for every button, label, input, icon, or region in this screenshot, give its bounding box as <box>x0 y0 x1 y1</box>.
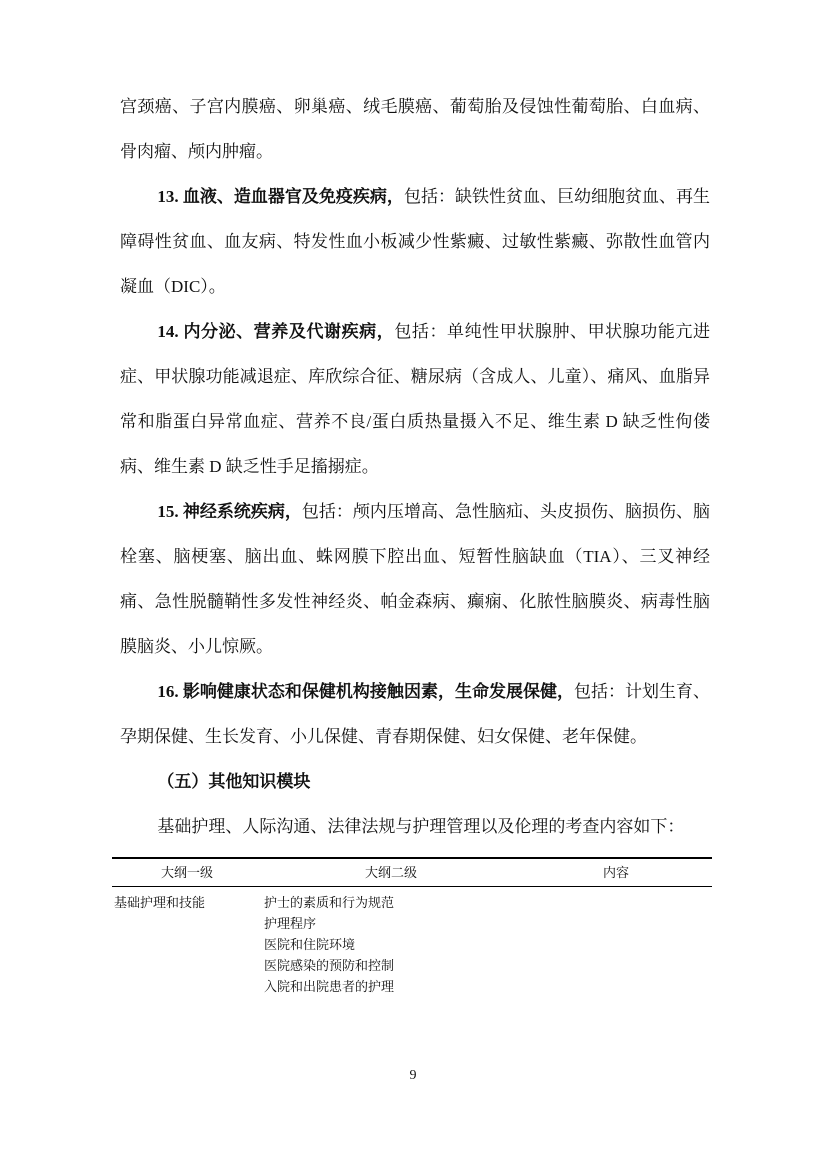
table-header-row <box>112 858 712 887</box>
paragraph-item-16 <box>120 669 710 759</box>
paragraph-text: 包括：单纯性甲状腺肿、甲状腺功能亢进症、甲状腺功能减退症、库欣综合征、糖尿病（含成人、儿童）、痛风、血脂异常和脂蛋白异常血症、营养不良/蛋白质热量摄入不足、维生素 D 缺乏性佝偻病、维生素 D 缺乏性手足搐搦症。 <box>120 322 711 476</box>
table-cell-line: 医院和住院环境 <box>264 937 356 952</box>
table-cell-line: 护理程序 <box>264 916 317 931</box>
table-cell-line: 入院和出院患者的护理 <box>264 979 395 994</box>
paragraph-lead-bold: 13. 血液、造血器官及免疫疾病， <box>157 187 404 206</box>
table-cell-level1: 基础护理和技能 <box>114 895 206 910</box>
paragraph-lead-bold: 16. 影响健康状态和保健机构接触因素，生命发展保健， <box>157 682 574 701</box>
paragraph-intro-table <box>120 804 710 849</box>
table-header-level2: 大纲二级 <box>262 858 520 887</box>
table-cell-line: 护士的素质和行为规范 <box>264 895 395 910</box>
paragraph-text: 包括：计划生育、孕期保健、生长发育、小儿保健、青春期保健、妇女保健、老年保健。 <box>120 682 711 746</box>
table-cell-line: 医院感染的预防和控制 <box>264 958 395 973</box>
paragraph-continuation <box>120 84 710 174</box>
paragraph-text: 宫颈癌、子宫内膜癌、卵巢癌、绒毛膜癌、葡萄胎及侵蚀性葡萄胎、白血病、骨肉瘤、颅内肿瘤。 <box>120 97 710 161</box>
paragraph-text: 包括：缺铁性贫血、巨幼细胞贫血、再生障碍性贫血、血友病、特发性血小板减少性紫癜、过敏性紫癜、弥散性血管内凝血（DIC）。 <box>120 187 711 296</box>
table-header-level1: 大纲一级 <box>112 858 262 887</box>
table-cell-content <box>520 887 712 998</box>
paragraph-lead-bold: 14. 内分泌、营养及代谢疾病， <box>157 322 395 341</box>
paragraph-lead-bold: 15. 神经系统疾病， <box>157 502 302 521</box>
table-cell-level2 <box>262 887 520 998</box>
syllabus-table <box>112 857 712 997</box>
paragraph-item-15 <box>120 489 710 669</box>
table-header-content: 内容 <box>520 858 712 887</box>
paragraph-text: 基础护理、人际沟通、法律法规与护理管理以及伦理的考查内容如下： <box>157 817 685 836</box>
section-heading-other-modules <box>120 759 710 804</box>
paragraph-item-13 <box>120 174 710 309</box>
paragraph-text: 包括：颅内压增高、急性脑疝、头皮损伤、脑损伤、脑栓塞、脑梗塞、脑出血、蛛网膜下腔出血、短暂性脑缺血（TIA）、三叉神经痛、急性脱髓鞘性多发性神经炎、帕金森病、癫痫、化脓性脑膜炎、病毒性脑膜脑炎、小儿惊厥。 <box>120 502 711 656</box>
paragraph-item-14 <box>120 309 710 489</box>
page-number: 9 <box>409 1068 417 1083</box>
section-heading-text: （五）其他知识模块 <box>157 772 311 791</box>
table-row <box>112 887 712 998</box>
